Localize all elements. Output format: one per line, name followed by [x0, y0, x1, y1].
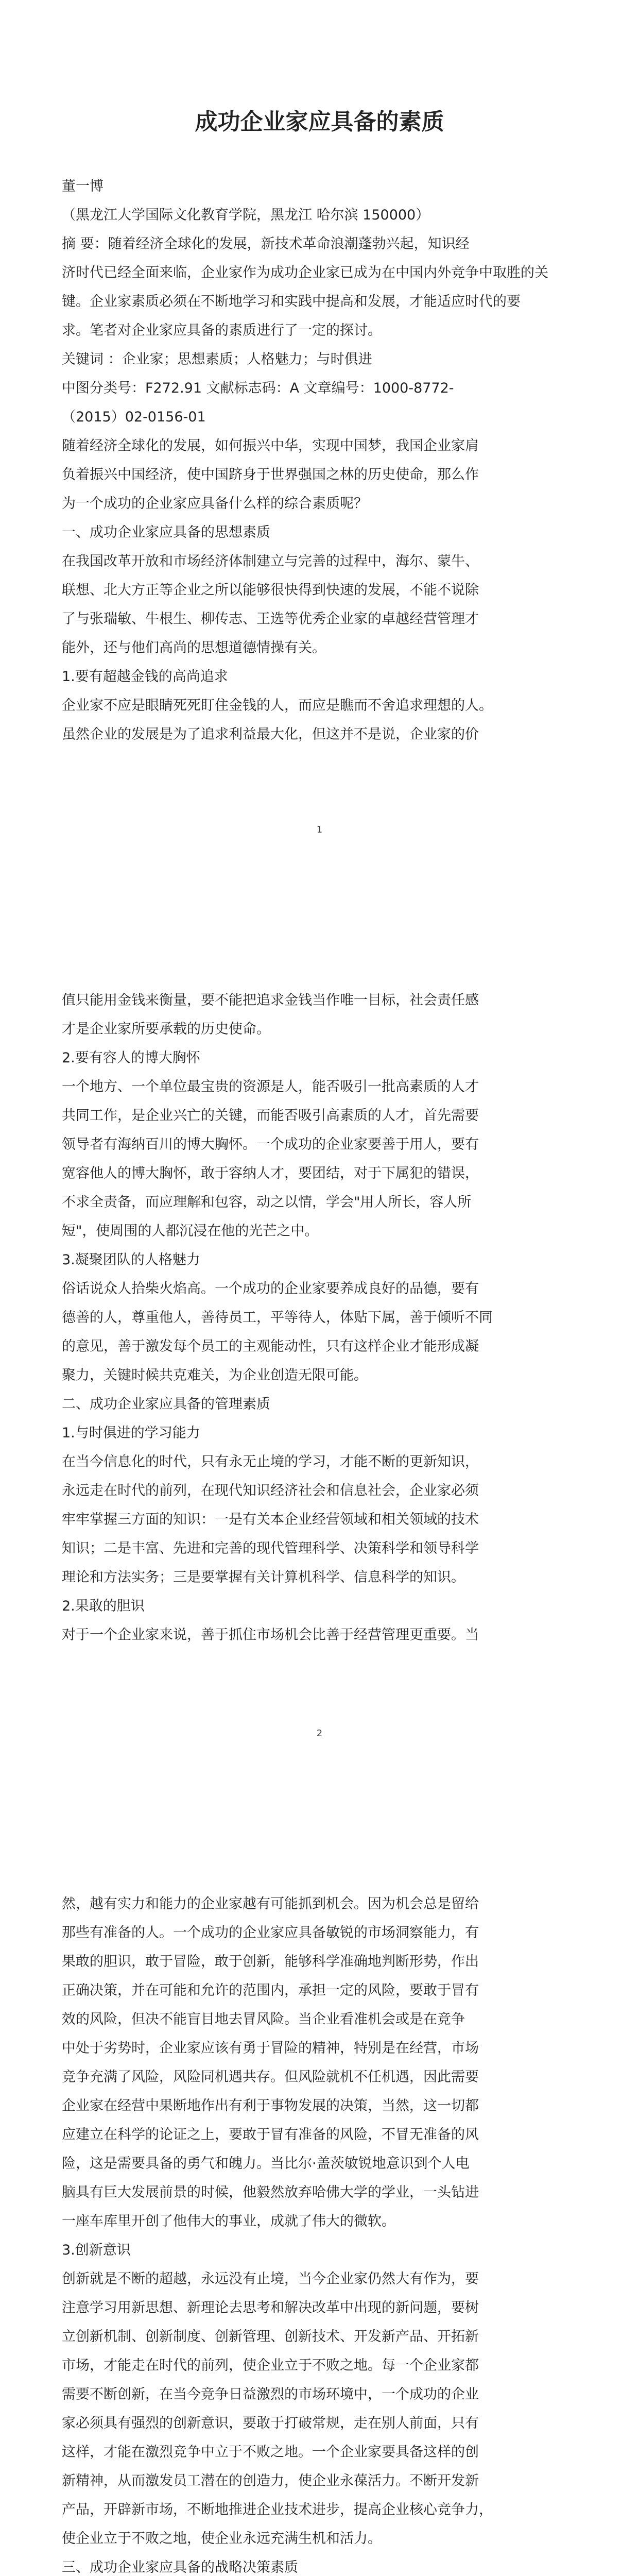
paragraph-line: 企业家在经营中果断地作出有利于事物发展的决策，当然，这一切都: [62, 2098, 479, 2114]
paragraph-line: 在我国改革开放和市场经济体制建立与完善的过程中，海尔、蒙牛、: [62, 553, 479, 569]
paragraph-line: 的意见，善于激发每个员工的主观能动性，只有这样企业才能形成凝: [62, 1338, 479, 1354]
paragraph-line: 需要不断创新，在当今竞争日益激烈的市场环境中，一个成功的企业: [62, 2386, 479, 2402]
paragraph-line: 正确决策，并在可能和允许的范围内，承担一定的风险，要敢于冒有: [62, 1982, 479, 1998]
keywords: 关键词 ：企业家；思想素质；人格魅力；与时俱进: [62, 351, 372, 367]
paragraph-line: 联想、北大方正等企业之所以能够很快得到快速的发展，不能不说除: [62, 582, 479, 598]
paragraph-line: 为一个成功的企业家应具备什么样的综合素质呢？: [62, 496, 368, 512]
paragraph-line: 立创新机制、创新制度、创新管理、创新技术、开发新产品、开拓新: [62, 2329, 479, 2345]
paragraph-line: 随着经济全球化的发展，如何振兴中华，实现中国梦，我国企业家肩: [62, 438, 479, 454]
abstract-line: 济时代已经全面来临，企业家作为成功企业家已成为在中国内外竞争中取胜的关: [62, 265, 548, 281]
subsection-heading: 1.要有超越金钱的高尚追求: [62, 669, 228, 685]
paragraph-line: 牢牢掌握三方面的知识：一是有关本企业经营领域和相关领域的技术: [62, 1512, 479, 1528]
paragraph-line: 一个地方、一个单位最宝贵的资源是人，能否吸引一批高素质的人才: [62, 1079, 479, 1095]
paragraph-line: 对于一个企业家来说，善于抓住市场机会比善于经营管理更重要。当: [62, 1627, 479, 1643]
paragraph-line: 短"，使周围的人都沉浸在他的光芒之中。: [62, 1223, 319, 1239]
paragraph-line: 家必须具有强烈的创新意识，要敢于打破常规，走在别人前面，只有: [62, 2415, 479, 2431]
paragraph-line: 理论和方法实务；三是要掌握有关计算机科学、信息科学的知识。: [62, 1569, 465, 1585]
abstract-line: 求。笔者对企业家应具备的素质进行了一定的探讨。: [62, 323, 382, 338]
page-3: [0, 1807, 639, 2576]
paragraph-line: 能外，还与他们高尚的思想道德情操有关。: [62, 640, 326, 656]
paragraph-line: 使企业立于不败之地，使企业永远充满生机和活力。: [62, 2531, 382, 2547]
paragraph-line: 产品，开辟新市场，不断地推进企业技术进步，提高企业核心竞争力，: [62, 2502, 493, 2518]
classification: 中图分类号：F272.91 文献标志码：A 文章编号：1000-8772-: [62, 380, 454, 396]
paragraph-line: 那些有准备的人。一个成功的企业家应具备敏锐的市场洞察能力，有: [62, 1925, 479, 1941]
paragraph-line: 创新就是不断的超越，永远没有止境，当今企业家仍然大有作为，要: [62, 2271, 479, 2287]
abstract-line: 键。企业家素质必须在不断地学习和实践中提高和发展，才能适应时代的要: [62, 294, 521, 310]
paragraph-line: 宽容他人的博大胸怀，敢于容纳人才，要团结，对于下属犯的错误，: [62, 1165, 479, 1181]
paragraph-line: 知识；二是丰富、先进和完善的现代管理科学、决策科学和领导科学: [62, 1540, 479, 1556]
paragraph-line: 聚力，关键时候共克难关，为企业创造无限可能。: [62, 1367, 368, 1383]
paragraph-line: 不求全责备，而应理解和包容，动之以情，学会"用人所长，容人所: [62, 1194, 472, 1210]
page-2: [0, 904, 639, 1807]
paragraph-line: 一座车库里开创了他伟大的事业，成就了伟大的微软。: [62, 2213, 395, 2229]
paragraph-line: 负着振兴中国经济，使中国跻身于世界强国之林的历史使命，那么作: [62, 467, 479, 483]
subsection-heading: 2.要有容人的博大胸怀: [62, 1050, 200, 1066]
article-number: （2015）02-0156-01: [62, 409, 206, 425]
page-1-content: [62, 0, 577, 749]
page-1: [0, 0, 639, 904]
paragraph-line: 脑具有巨大发展前景的时候，他毅然放弃哈佛大学的学业，一头钻进: [62, 2184, 479, 2200]
paragraph-line: 中处于劣势时，企业家应该有勇于冒险的精神，特别是在经营，市场: [62, 2040, 479, 2056]
subsection-heading: 1.与时俱进的学习能力: [62, 1425, 200, 1441]
paragraph-line: 注意学习用新思想、新理论去思考和解决改革中出现的新问题，要树: [62, 2300, 479, 2316]
page-3-content: [62, 1890, 577, 2576]
paragraph-line: 果敢的胆识，敢于冒险，敢于创新，能够科学准确地判断形势，作出: [62, 1954, 479, 1970]
page-number: 2: [316, 1728, 323, 1739]
page-2-content: [62, 986, 577, 1650]
section-heading: 一、成功企业家应具备的思想素质: [62, 524, 270, 540]
page-number: 1: [316, 824, 323, 835]
paragraph-line: 新精神，从而激发员工潜在的创造力，使企业永葆活力。不断开发新: [62, 2473, 479, 2489]
paragraph-line: 虽然企业的发展是为了追求利益最大化，但这并不是说，企业家的价: [62, 726, 479, 742]
paragraph-line: 了与张瑞敏、牛根生、柳传志、王选等优秀企业家的卓越经营管理才: [62, 611, 479, 627]
affiliation: （黑龙江大学国际文化教育学院，黑龙江 哈尔滨 150000）: [62, 207, 430, 223]
section-heading: 二、成功企业家应具备的管理素质: [62, 1396, 270, 1412]
section-heading: 三、成功企业家应具备的战略决策素质: [62, 2560, 298, 2575]
paragraph-line: 才是企业家所要承载的历史使命。: [62, 1021, 270, 1037]
paragraph-line: 俗话说众人拾柴火焰高。一个成功的企业家要养成良好的品德，要有: [62, 1281, 479, 1297]
paragraph-line: 然，越有实力和能力的企业家越有可能抓到机会。因为机会总是留给: [62, 1896, 479, 1912]
paragraph-line: 值只能用金钱来衡量，要不能把追求金钱当作唯一目标，社会责任感: [62, 992, 479, 1008]
paragraph-line: 共同工作，是企业兴亡的关键，而能否吸引高素质的人才，首先需要: [62, 1108, 479, 1124]
paragraph-line: 领导者有海纳百川的博大胸怀。一个成功的企业家要善于用人，要有: [62, 1137, 479, 1153]
paragraph-line: 永远走在时代的前列，在现代知识经济社会和信息社会，企业家必须: [62, 1483, 479, 1499]
subsection-heading: 2.果敢的胆识: [62, 1598, 145, 1614]
subsection-heading: 3.创新意识: [62, 2242, 131, 2258]
paragraph-line: 竞争充满了风险，风险同机遇共存。但风险就机不任机遇，因此需要: [62, 2069, 479, 2085]
paragraph-line: 应建立在科学的论证之上，要敢于冒有准备的风险，不冒无准备的风: [62, 2127, 479, 2143]
author: 董一博: [62, 178, 103, 194]
abstract-line: 摘 要：随着经济全球化的发展，新技术革命浪潮蓬勃兴起，知识经: [62, 236, 470, 252]
paragraph-line: 德善的人，尊重他人，善待员工，平等待人，体贴下属，善于倾听不同: [62, 1310, 493, 1326]
paragraph-line: 效的风险，但决不能盲目地去冒风险。当企业看准机会或是在竞争: [62, 2011, 465, 2027]
page-title: 成功企业家应具备的素质: [195, 109, 444, 135]
paragraph-line: 这样，才能在激烈竞争中立于不败之地。一个企业家要具备这样的创: [62, 2444, 479, 2460]
paragraph-line: 险，这是需要具备的勇气和魄力。当比尔·盖茨敏锐地意识到个人电: [62, 2156, 470, 2172]
paragraph-line: 在当今信息化的时代，只有永无止境的学习，才能不断的更新知识，: [62, 1454, 479, 1470]
paragraph-line: 市场，才能走在时代的前列，使企业立于不败之地。每一个企业家都: [62, 2358, 479, 2374]
paragraph-line: 企业家不应是眼睛死死盯住金钱的人，而应是瞧而不舍追求理想的人。: [62, 698, 493, 714]
subsection-heading: 3.凝聚团队的人格魅力: [62, 1252, 200, 1268]
